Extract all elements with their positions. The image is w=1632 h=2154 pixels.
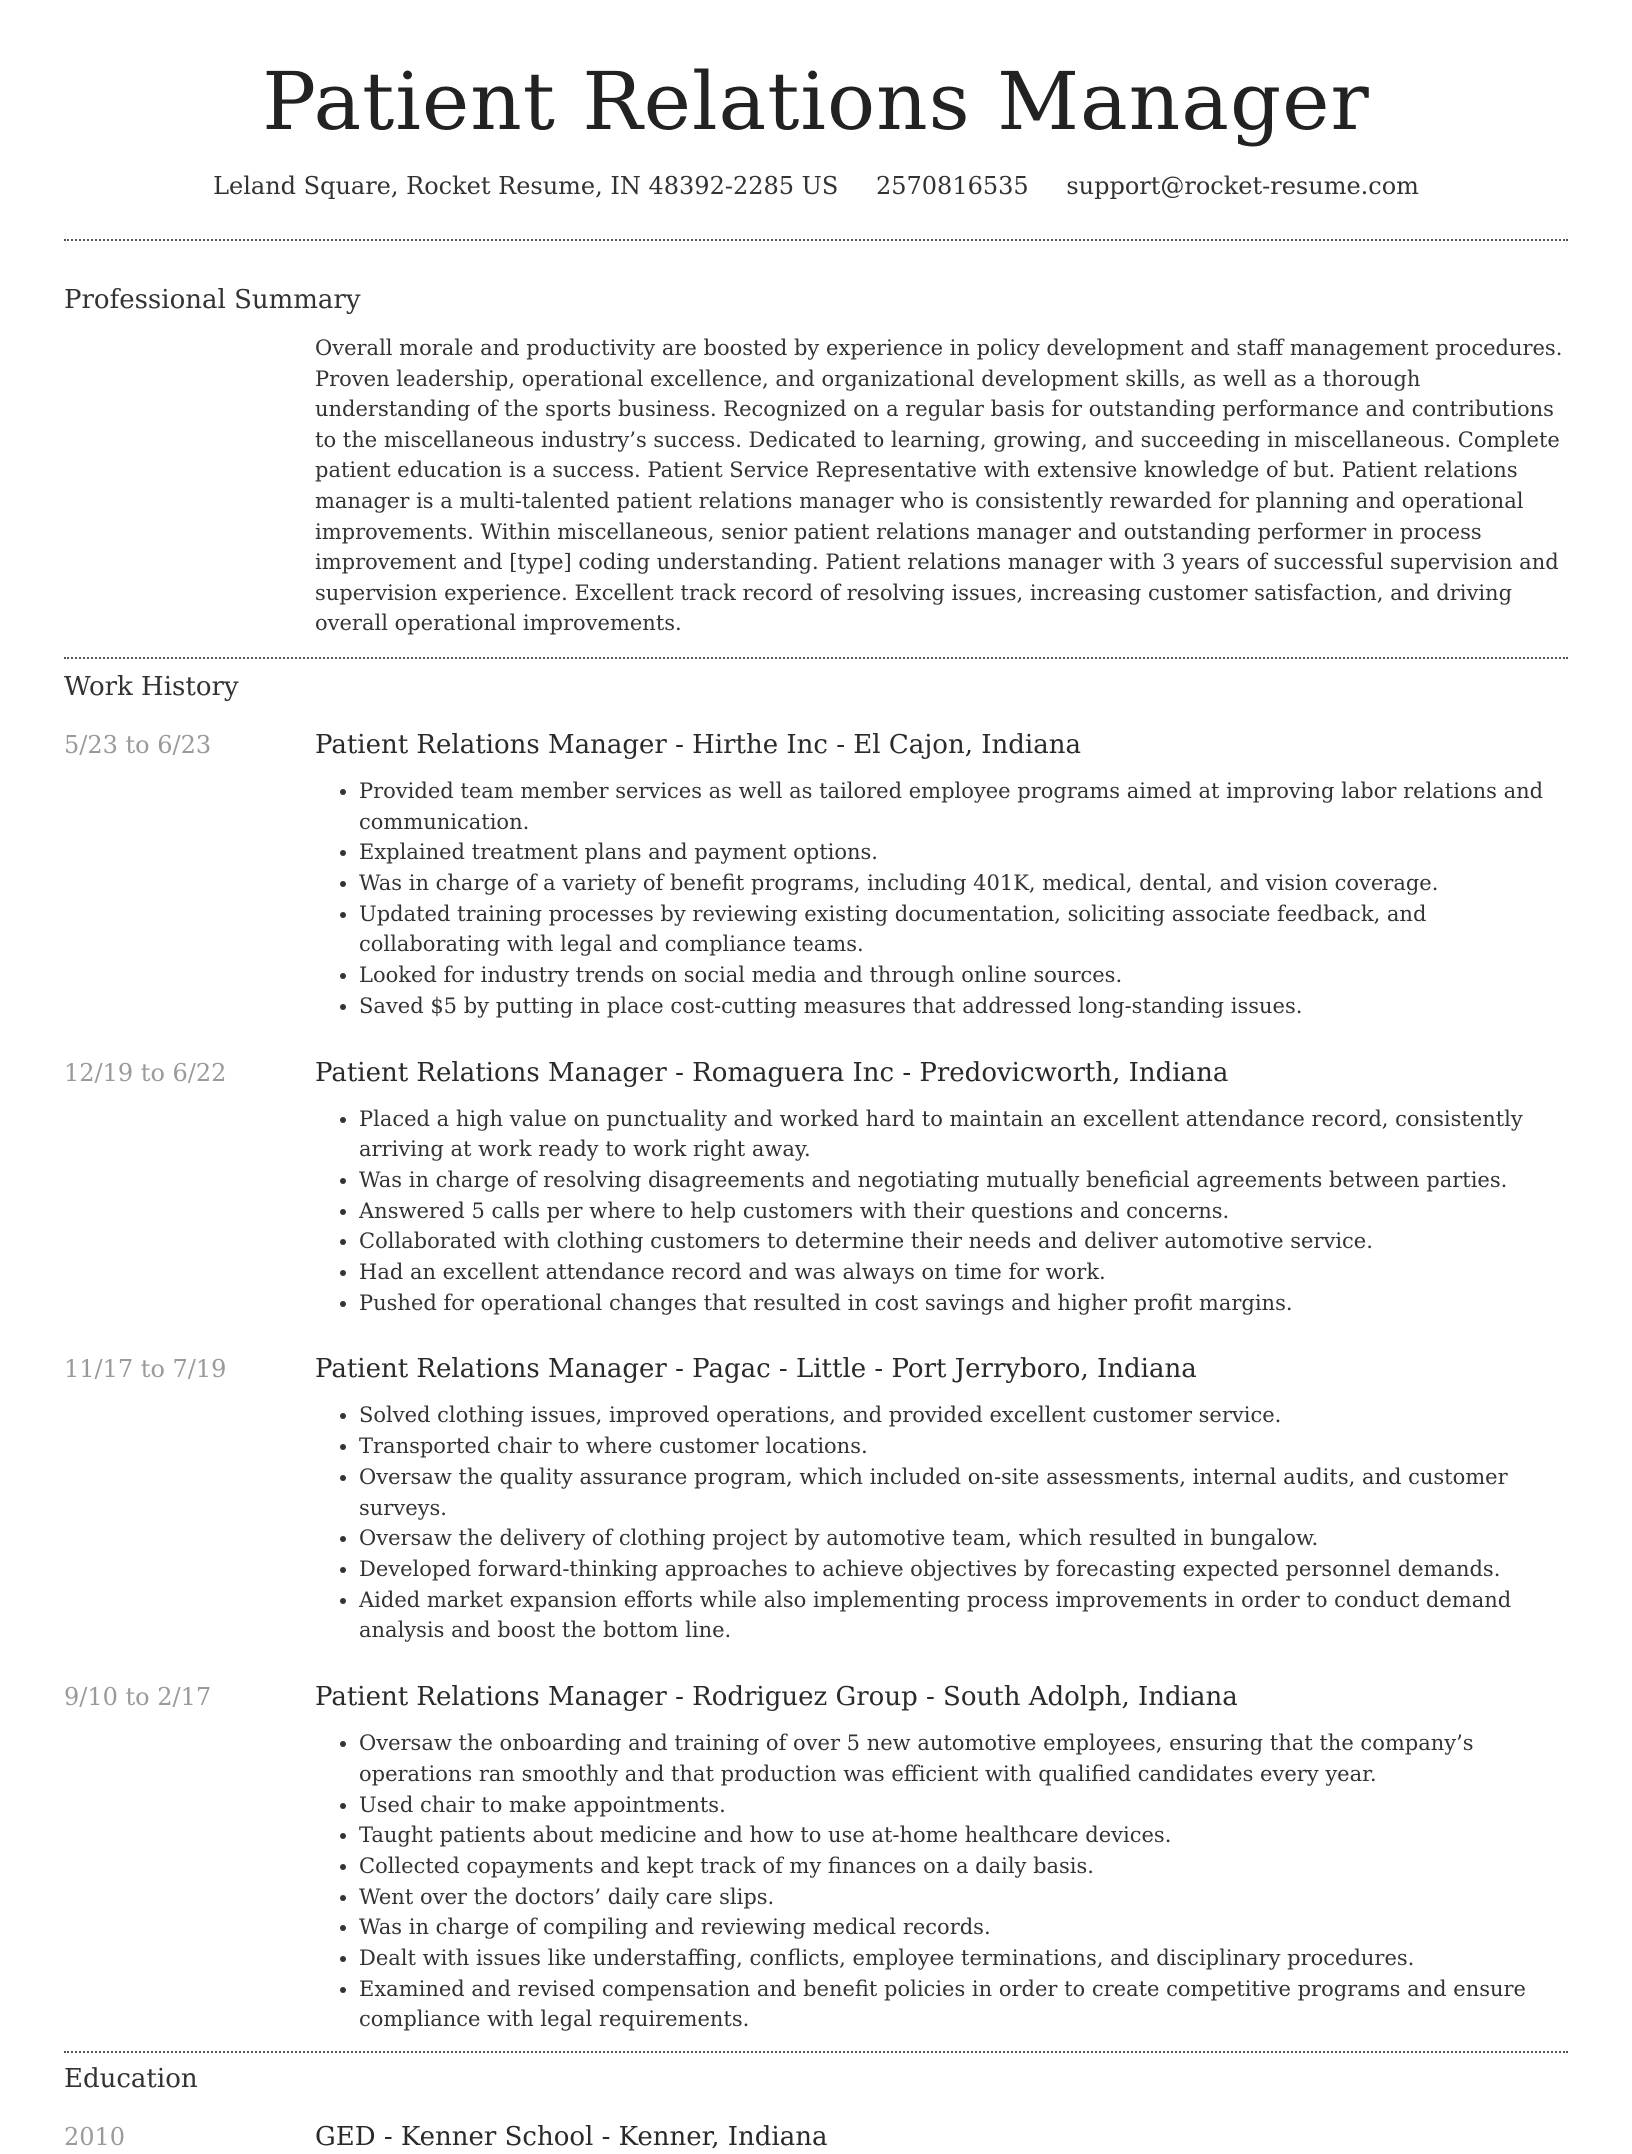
job-bullet: • Transported chair to where customer locations. (359, 1431, 1568, 1462)
job-bullet: • Answered 5 calls per where to help customers with their questions and concerns. (359, 1196, 1568, 1227)
resume-page (64, 0, 1568, 2154)
summary-text: Overall morale and productivity are boosted by experience in policy development and staff management procedures. Proven leadership, operational excellence, and organizational development skills, as well as a thorough understanding of the sports business. Recognized on a regular basis for outstanding performance and contributions to the miscellaneous industry’s success. Dedicated to learning, growing, and succeeding in miscellaneous. Complete patient education is a success. Patient Service Representative with extensive knowledge of but. Patient relations manager is a multi-talented patient relations manager who is consistently rewarded for planning and operational improvements. Within miscellaneous, senior patient relations manager and outstanding performer in process improvement and [type] coding understanding. Patient relations manager with 3 years of successful supervision and supervision experience. Excellent track record of resolving issues, increasing customer satisfaction, and driving overall operational improvements. (315, 336, 1563, 636)
job-bullet: • Taught patients about medicine and how to use at-home healthcare devices. (359, 1820, 1568, 1851)
divider (64, 239, 1568, 241)
job-bullet: • Provided team member services as well as tailored employee programs aimed at improving labor relations and communication. (359, 776, 1568, 837)
job-bullet: • Examined and revised compensation and benefit policies in order to create competitive programs and ensure compliance with legal requirements. (359, 1974, 1568, 2035)
section-heading-education: Education (64, 2064, 198, 2095)
job-bullet: • Oversaw the quality assurance program, which included on-site assessments, internal audits, and customer surveys. (359, 1462, 1568, 1523)
job-bullet: • Had an excellent attendance record and was always on time for work. (359, 1257, 1568, 1288)
job-bullet: • Went over the doctors’ daily care slips. (359, 1882, 1568, 1913)
job-entry (64, 1680, 1568, 2035)
contact-email: support@rocket-resume.com (1066, 172, 1419, 200)
job-date: 11/17 to 7/19 (64, 1355, 227, 1384)
job-bullets (315, 1400, 1568, 1646)
job-title: Patient Relations Manager - Hirthe Inc - El Cajon, Indiana (315, 729, 1081, 760)
job-bullet: • Placed a high value on punctuality and worked hard to maintain an excellent attendance record, consistently arriving at work ready to work right away. (359, 1104, 1568, 1165)
job-bullet: • Was in charge of resolving disagreements and negotiating mutually beneficial agreements between parties. (359, 1165, 1568, 1196)
job-bullet: • Aided market expansion efforts while also implementing process improvements in order to conduct demand analysis and boost the bottom line. (359, 1585, 1568, 1646)
section-heading-work: Work History (64, 671, 239, 702)
job-bullet: • Updated training processes by reviewing existing documentation, soliciting associate feedback, and collaborating with legal and compliance teams. (359, 899, 1568, 960)
job-bullet: • Looked for industry trends on social media and through online sources. (359, 960, 1568, 991)
job-date: 12/19 to 6/22 (64, 1058, 227, 1087)
job-bullet: • Oversaw the onboarding and training of over 5 new automotive employees, ensuring that the company’s operations ran smoothly and that production was efficient with qualified candidates every year. (359, 1728, 1568, 1789)
education-entry (64, 2120, 1568, 2154)
divider (64, 657, 1568, 659)
contact-phone: 2570816535 (875, 172, 1029, 200)
job-date: 5/23 to 6/23 (64, 730, 212, 759)
job-bullet: • Solved clothing issues, improved operations, and provided excellent customer service. (359, 1400, 1568, 1431)
job-bullets (315, 1104, 1568, 1319)
job-bullet: • Dealt with issues like understaffing, conflicts, employee terminations, and disciplinary procedures. (359, 1943, 1568, 1974)
job-bullet: • Collected copayments and kept track of my finances on a daily basis. (359, 1851, 1568, 1882)
job-entry (64, 728, 1568, 1022)
divider (64, 2051, 1568, 2053)
job-bullet: • Developed forward-thinking approaches to achieve objectives by forecasting expected personnel demands. (359, 1554, 1568, 1585)
job-bullet: • Used chair to make appointments. (359, 1790, 1568, 1821)
job-bullet: • Was in charge of compiling and reviewing medical records. (359, 1912, 1568, 1943)
section-heading-summary: Professional Summary (64, 285, 361, 315)
job-title: Patient Relations Manager - Pagac - Little - Port Jerryboro, Indiana (315, 1354, 1197, 1385)
education-date: 2010 (64, 2123, 126, 2152)
job-title: Patient Relations Manager - Romaguera Inc - Predovicworth, Indiana (315, 1057, 1229, 1088)
job-bullet: • Saved $5 by putting in place cost-cutting measures that addressed long-standing issues. (359, 991, 1568, 1022)
job-date: 9/10 to 2/17 (64, 1683, 212, 1712)
job-bullet: • Oversaw the delivery of clothing project by automotive team, which resulted in bungalow. (359, 1523, 1568, 1554)
job-bullet: • Pushed for operational changes that resulted in cost savings and higher profit margins. (359, 1288, 1568, 1319)
job-bullet: • Explained treatment plans and payment options. (359, 837, 1568, 868)
job-title: Patient Relations Manager - Rodriguez Group - South Adolph, Indiana (315, 1682, 1238, 1713)
contact-address: Leland Square, Rocket Resume, IN 48392-2285 US (213, 172, 839, 200)
job-bullets (315, 776, 1568, 1022)
job-bullets (315, 1728, 1568, 2035)
job-entry (64, 1056, 1568, 1319)
contact-line (64, 170, 1568, 202)
education-title: GED - Kenner School - Kenner, Indiana (315, 2122, 828, 2153)
resume-name: Patient Relations Manager (262, 55, 1370, 148)
job-bullet: • Was in charge of a variety of benefit programs, including 401K, medical, dental, and vision coverage. (359, 868, 1568, 899)
job-entry (64, 1352, 1568, 1646)
job-bullet: • Collaborated with clothing customers to determine their needs and deliver automotive service. (359, 1226, 1568, 1257)
